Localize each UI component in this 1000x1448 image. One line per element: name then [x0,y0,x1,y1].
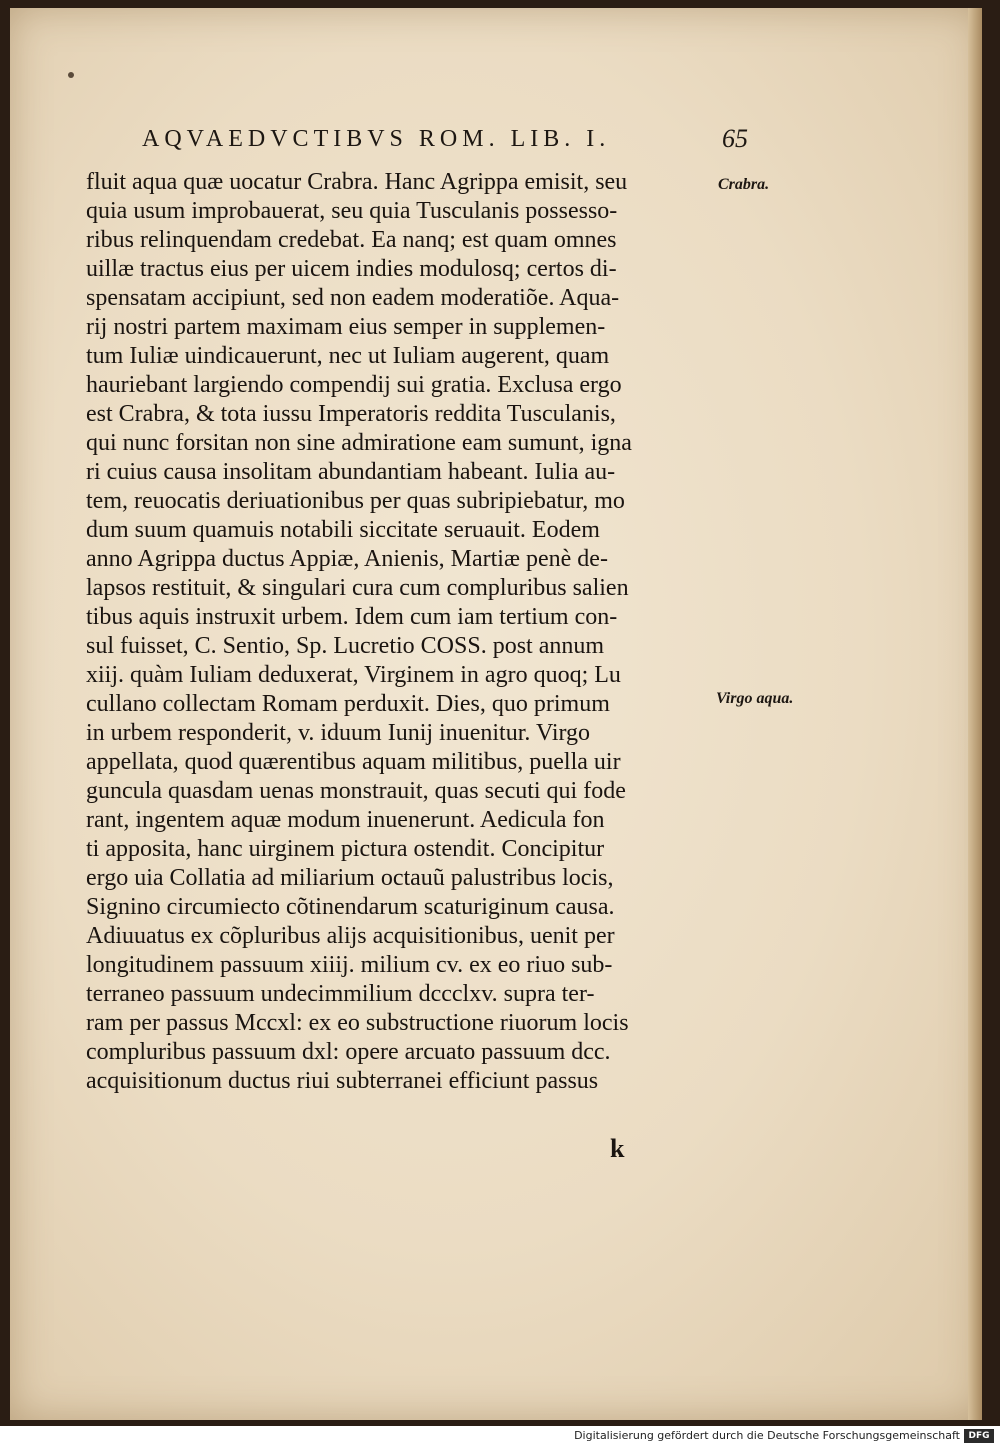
text-line: ergo uia Collatia ad miliarium octauũ palustribus locis, [86,865,614,891]
text-line: Adiuuatus ex cõpluribus alijs acquisitionibus, uenit per [86,923,615,949]
text-line: tibus aquis instruxit urbem. Idem cum iam tertium con- [86,604,618,630]
text-line: ram per passus Mccxl: ex eo substructione riuorum locis [86,1010,629,1036]
footer-bar [0,1426,1000,1448]
text-line: longitudinem passuum xiiij. milium cv. ex eo riuo sub- [86,952,613,978]
text-line: xiij. quàm Iuliam deduxerat, Virginem in agro quoq; Lu [86,662,621,688]
text-line: ri cuius causa insolitam abundantiam habeant. Iulia au- [86,459,616,485]
text-line: ti apposita, hanc uirginem pictura ostendit. Concipitur [86,836,605,862]
ink-spot [68,72,74,78]
text-line: ribus relinquendam credebat. Ea nanq; est quam omnes [86,227,617,253]
signature-mark: k [610,1134,625,1163]
running-title: AQVAEDVCTIBVS ROM. LIB. I. [142,126,611,152]
text-line: fluit aqua quæ uocatur Crabra. Hanc Agrippa emisit, seu [86,169,628,195]
marginal-note-virgo: Virgo aqua. [716,690,794,707]
text-line: quia usum improbauerat, seu quia Tusculanis possesso- [86,198,618,224]
marginal-note-crabra: Crabra. [718,176,770,193]
page-number: 65 [722,124,748,153]
text-line: hauriebant largiendo compendij sui gratia. Exclusa ergo [86,372,622,398]
footer-credit: Digitalisierung gefördert durch die Deutsche Forschungsgemeinschaft [574,1429,960,1442]
text-line: est Crabra, & tota iussu Imperatoris reddita Tusculanis, [86,401,616,427]
text-line: lapsos restituit, & singulari cura cum compluribus salien [86,575,629,601]
page-header [10,126,982,166]
text-line: dum suum quamuis notabili siccitate seruauit. Eodem [86,517,600,543]
dfg-logo-icon: DFG [964,1429,994,1443]
text-line: appellata, quod quærentibus aquam militibus, puella uir [86,749,621,775]
text-line: qui nunc forsitan non sine admiratione eam sumunt, igna [86,430,632,456]
text-line: guncula quasdam uenas monstrauit, quas secuti qui fode [86,778,626,804]
text-line: spensatam accipiunt, sed non eadem moderatiõe. Aqua- [86,285,620,311]
text-line: cullano collectam Romam perduxit. Dies, quo primum [86,691,610,717]
text-line: rij nostri partem maximam eius semper in supplemen- [86,314,606,340]
text-line: anno Agrippa ductus Appiæ, Anienis, Martiæ penè de- [86,546,608,572]
body-text [86,168,726,1096]
text-line: compluribus passuum dxl: opere arcuato passuum dcc. [86,1039,611,1065]
text-line: terraneo passuum undecimmilium dccclxv. supra ter- [86,981,595,1007]
text-line: rant, ingentem aquæ modum inuenerunt. Aedicula fon [86,807,605,833]
text-line: tem, reuocatis deriuationibus per quas subripiebatur, mo [86,488,625,514]
page-edge [968,8,982,1420]
text-line: in urbem responderit, v. iduum Iunij inuenitur. Virgo [86,720,591,746]
book-page [10,8,982,1420]
text-line: tum Iuliæ uindicauerunt, nec ut Iuliam augerent, quam [86,343,610,369]
text-line: uillæ tractus eius per uicem indies modulosq; certos di- [86,256,617,282]
text-line: acquisitionum ductus riui subterranei efficiunt passus [86,1068,599,1094]
text-line: Signino circumiecto cõtinendarum scaturiginum causa. [86,894,615,920]
text-line: sul fuisset, C. Sentio, Sp. Lucretio COSS. post annum [86,633,605,659]
